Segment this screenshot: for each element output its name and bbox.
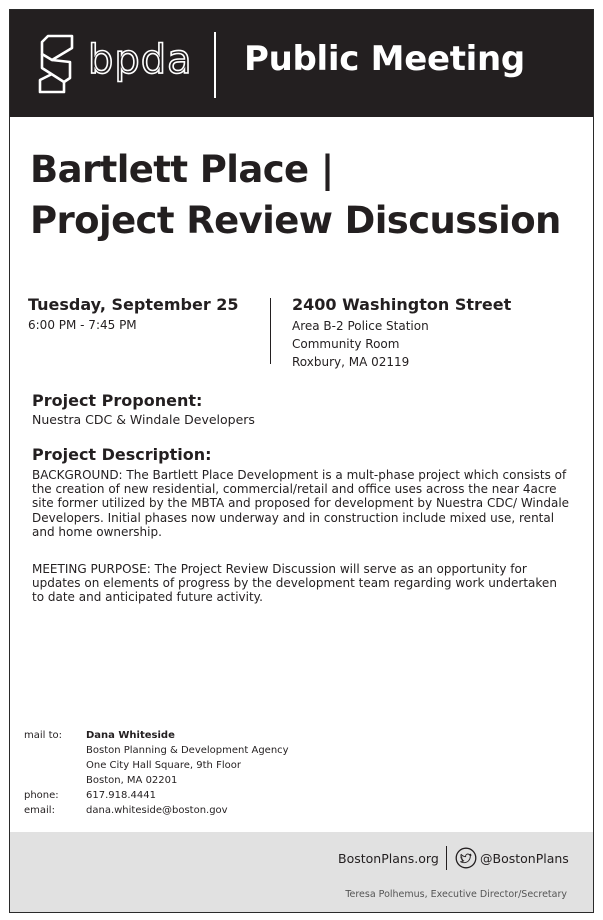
page-title-line-2: Project Review Discussion [30,199,561,242]
mail-label: mail to: [24,730,63,741]
contact-block [24,728,289,818]
footer-divider [446,846,447,870]
bpda-logo-icon [34,32,78,96]
contact-row [24,803,289,818]
contact-row [24,773,289,788]
event-date: Tuesday, September 25 [28,295,239,314]
contact-row [24,788,289,803]
footer-credit: Teresa Polhemus, Executive Director/Secretary [345,889,567,900]
bpda-wordmark: bpda [88,37,193,83]
proponent-text: Nuestra CDC & Windale Developers [32,412,255,427]
location-details [292,317,429,371]
contact-row [24,758,289,773]
contact-name: Dana Whiteside [86,730,175,741]
contact-address-line: Boston Planning & Development Agency [86,745,289,756]
contact-phone[interactable]: 617.918.4441 [86,790,156,801]
location-line: Area B-2 Police Station [292,319,429,333]
description-background: BACKGROUND: The Bartlett Place Development is a mult-phase project which consists of the creation of new residential, commercial/retail and office uses across the near 4acre site former utilized by the MBTA and proposed for development by Nuestra CDC/ Windale Developers. Initial phases now underway and in construction include mixed use, rental and home ownership. [32,468,570,539]
event-divider [270,298,271,364]
location-line: Roxbury, MA 02119 [292,355,410,369]
phone-label: phone: [24,790,59,801]
contact-row [24,728,289,743]
location-line: Community Room [292,337,400,351]
contact-address-line: Boston, MA 02201 [86,775,178,786]
footer-bar [10,832,593,913]
contact-address-line: One City Hall Square, 9th Floor [86,760,241,771]
contact-email-link[interactable]: dana.whiteside@boston.gov [86,805,228,816]
description-heading: Project Description: [32,445,212,464]
page-title-line-1: Bartlett Place | [30,148,334,191]
location-street: 2400 Washington Street [292,295,512,314]
flyer [9,9,594,913]
event-time: 6:00 PM - 7:45 PM [28,318,137,332]
description-purpose: MEETING PURPOSE: The Project Review Discussion will serve as an opportunity for updates on elements of progress by the development team regarding work undertaken to date and anticipated future activity. [32,562,557,605]
proponent-heading: Project Proponent: [32,391,203,410]
email-label: email: [24,805,55,816]
twitter-handle-link[interactable]: @BostonPlans [480,851,569,866]
contact-row [24,743,289,758]
header-banner [10,10,593,117]
header-divider [214,32,216,98]
website-link[interactable]: BostonPlans.org [338,851,439,866]
header-title: Public Meeting [244,39,525,79]
page-title [30,144,561,246]
twitter-icon[interactable] [455,847,477,869]
